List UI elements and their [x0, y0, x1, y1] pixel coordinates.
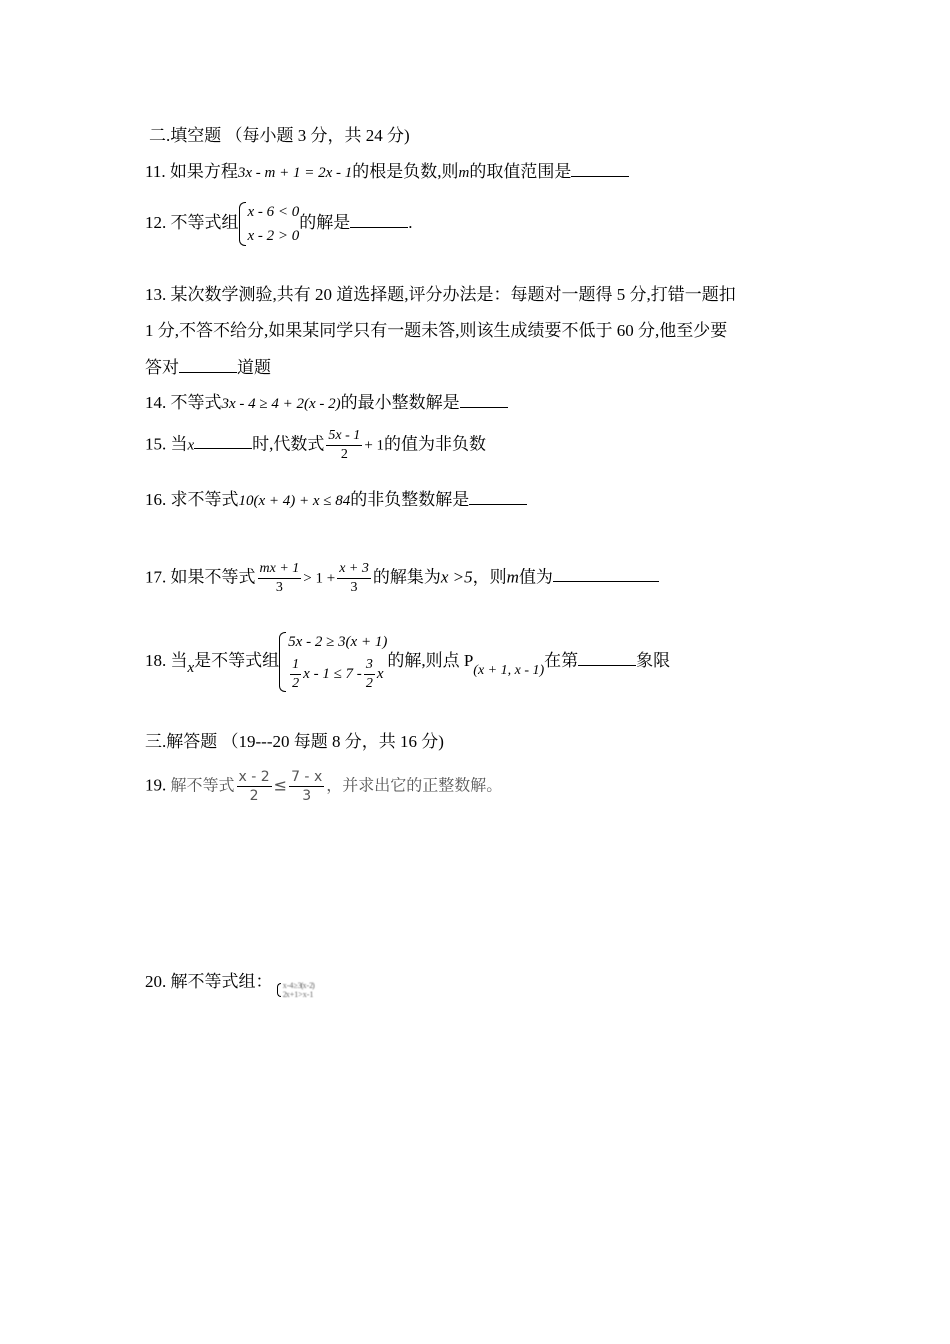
question-16 — [145, 488, 527, 513]
system-row: x - 2 > 0 — [247, 228, 300, 244]
q16-prefix: 16. 求不等式 — [145, 490, 239, 509]
section-2-heading — [149, 124, 410, 148]
system-row: 5x - 2 ≥ 3(x + 1) — [288, 634, 388, 650]
q17-variable: m — [506, 567, 519, 587]
question-13-line-3 — [145, 356, 271, 380]
numerator: 3 — [364, 656, 375, 675]
q18-mid-text-2: 的解,则点 P — [387, 650, 474, 670]
answer-blank[interactable] — [553, 565, 659, 582]
section-heading-text: 二.填空题 （每小题 3 分，共 24 分) — [149, 126, 410, 145]
q14-prefix: 14. 不等式 — [145, 393, 222, 412]
q13-text-2: 1 分,不答不给分,如果某同学只有一题未答,则该生成绩要不低于 60 分,他至少要 — [145, 321, 728, 340]
question-18 — [145, 630, 670, 694]
question-14 — [145, 391, 508, 416]
denominator: 2 — [249, 788, 259, 804]
numerator: x - 2 — [238, 769, 270, 785]
q15-tail-text: 的值为非负数 — [384, 434, 487, 454]
fraction — [364, 656, 375, 693]
question-13-line-1 — [145, 283, 736, 307]
system-row: x - 4 ≥ 3(x - 2) — [282, 981, 314, 990]
q11-equation: 3x - m + 1 = 2x - 1 — [237, 165, 353, 181]
answer-blank[interactable] — [194, 432, 252, 449]
q18-mid-text: 是不等式组 — [194, 650, 280, 670]
q19-tail-text: ，并求出它的正整数解。 — [326, 775, 503, 795]
q17-mid-text-2: ，则 — [472, 567, 507, 587]
section-heading-text: 三.解答题 （19---20 每题 8 分，共 16 分) — [145, 732, 444, 751]
answer-blank[interactable] — [179, 356, 237, 373]
question-17 — [145, 560, 659, 597]
q20-prefix: 20. 解不等式组： — [145, 972, 273, 991]
q11-prefix: 11. 如果方程 — [145, 162, 238, 181]
answer-blank[interactable] — [578, 649, 636, 666]
fraction — [289, 768, 324, 805]
q16-inequality: 10(x + 4) + x ≤ 84 — [238, 493, 351, 509]
system-row-mid: x - 1 ≤ 7 - — [303, 666, 362, 682]
q13-text-3a: 答对 — [145, 358, 179, 377]
q15-variable: x — [187, 437, 195, 454]
q13-text-1: 13. 某次数学测验,共有 20 道选择题,评分办法是：每题对一题得 5 分,打错一题扣 — [145, 285, 736, 304]
q19-prefix: 19. — [145, 775, 167, 795]
q15-mid-text: 时,代数式 — [252, 434, 325, 454]
numerator: 7 - x — [291, 769, 323, 785]
numerator: 1 — [290, 656, 301, 675]
denominator: 2 — [340, 447, 348, 462]
q14-inequality: 3x - 4 ≥ 4 + 2(x - 2) — [221, 396, 341, 412]
question-15 — [145, 427, 486, 464]
q14-tail-text: 的最小整数解是 — [340, 393, 460, 412]
q11-mid-text: 的根是负数,则 — [352, 162, 459, 181]
fraction — [337, 560, 371, 597]
question-13-line-2 — [145, 319, 727, 343]
question-12 — [145, 200, 413, 248]
system-row: x - 6 < 0 — [247, 204, 300, 220]
q16-tail-text: 的非负整数解是 — [350, 490, 470, 509]
q18-tail-text: 象限 — [636, 650, 671, 670]
denominator: 3 — [275, 580, 283, 595]
q12-end: . — [408, 212, 413, 232]
fraction — [237, 768, 272, 805]
q18-prefix: 18. 当 — [145, 650, 188, 670]
q17-condition: x >5 — [440, 567, 473, 587]
inequality-system — [239, 200, 300, 248]
q18-point: (x + 1, x - 1) — [473, 662, 545, 678]
q15-prefix: 15. 当 — [145, 434, 188, 454]
q19-operator: ≤ — [273, 775, 288, 795]
answer-blank[interactable] — [571, 160, 629, 177]
q17-tail-text: 值为 — [518, 567, 553, 587]
brace-icon — [239, 202, 246, 246]
question-20 — [145, 970, 314, 999]
denominator: 2 — [365, 676, 373, 692]
q18-variable: x — [187, 659, 195, 676]
q17-operator: > 1 + — [303, 570, 336, 587]
inequality-system — [279, 630, 387, 694]
q17-mid-text: 的解集为 — [372, 567, 441, 587]
answer-blank[interactable] — [460, 391, 508, 408]
system-row: 2x + 1 > x - 1 — [282, 990, 313, 999]
numerator: 5x - 1 — [326, 427, 362, 446]
brace-icon — [279, 632, 286, 692]
q11-variable: m — [458, 165, 470, 181]
fraction — [290, 656, 301, 693]
brace-icon — [277, 983, 281, 997]
question-19 — [145, 768, 502, 805]
numerator: x + 3 — [337, 560, 371, 579]
q11-tail-text: 的取值范围是 — [469, 162, 572, 181]
denominator: 2 — [292, 676, 300, 692]
answer-blank[interactable] — [469, 488, 527, 505]
numerator: mx + 1 — [258, 560, 302, 579]
q19-lead-text: 解不等式 — [170, 775, 235, 795]
section-3-heading — [145, 730, 444, 754]
q13-text-3b: 道题 — [237, 358, 271, 377]
denominator: 3 — [350, 580, 358, 595]
q18-mid-text-3: 在第 — [544, 650, 579, 670]
q12-prefix: 12. 不等式组 — [145, 212, 239, 232]
inequality-system — [277, 981, 314, 999]
fraction — [258, 560, 302, 597]
denominator: 3 — [302, 788, 312, 804]
fraction — [326, 427, 362, 464]
question-11 — [145, 160, 629, 185]
answer-blank[interactable] — [350, 211, 408, 228]
q15-plus: + 1 — [364, 437, 385, 454]
system-row-end: x — [376, 666, 384, 682]
q17-prefix: 17. 如果不等式 — [145, 567, 256, 587]
q12-tail-text: 的解是 — [299, 212, 351, 232]
